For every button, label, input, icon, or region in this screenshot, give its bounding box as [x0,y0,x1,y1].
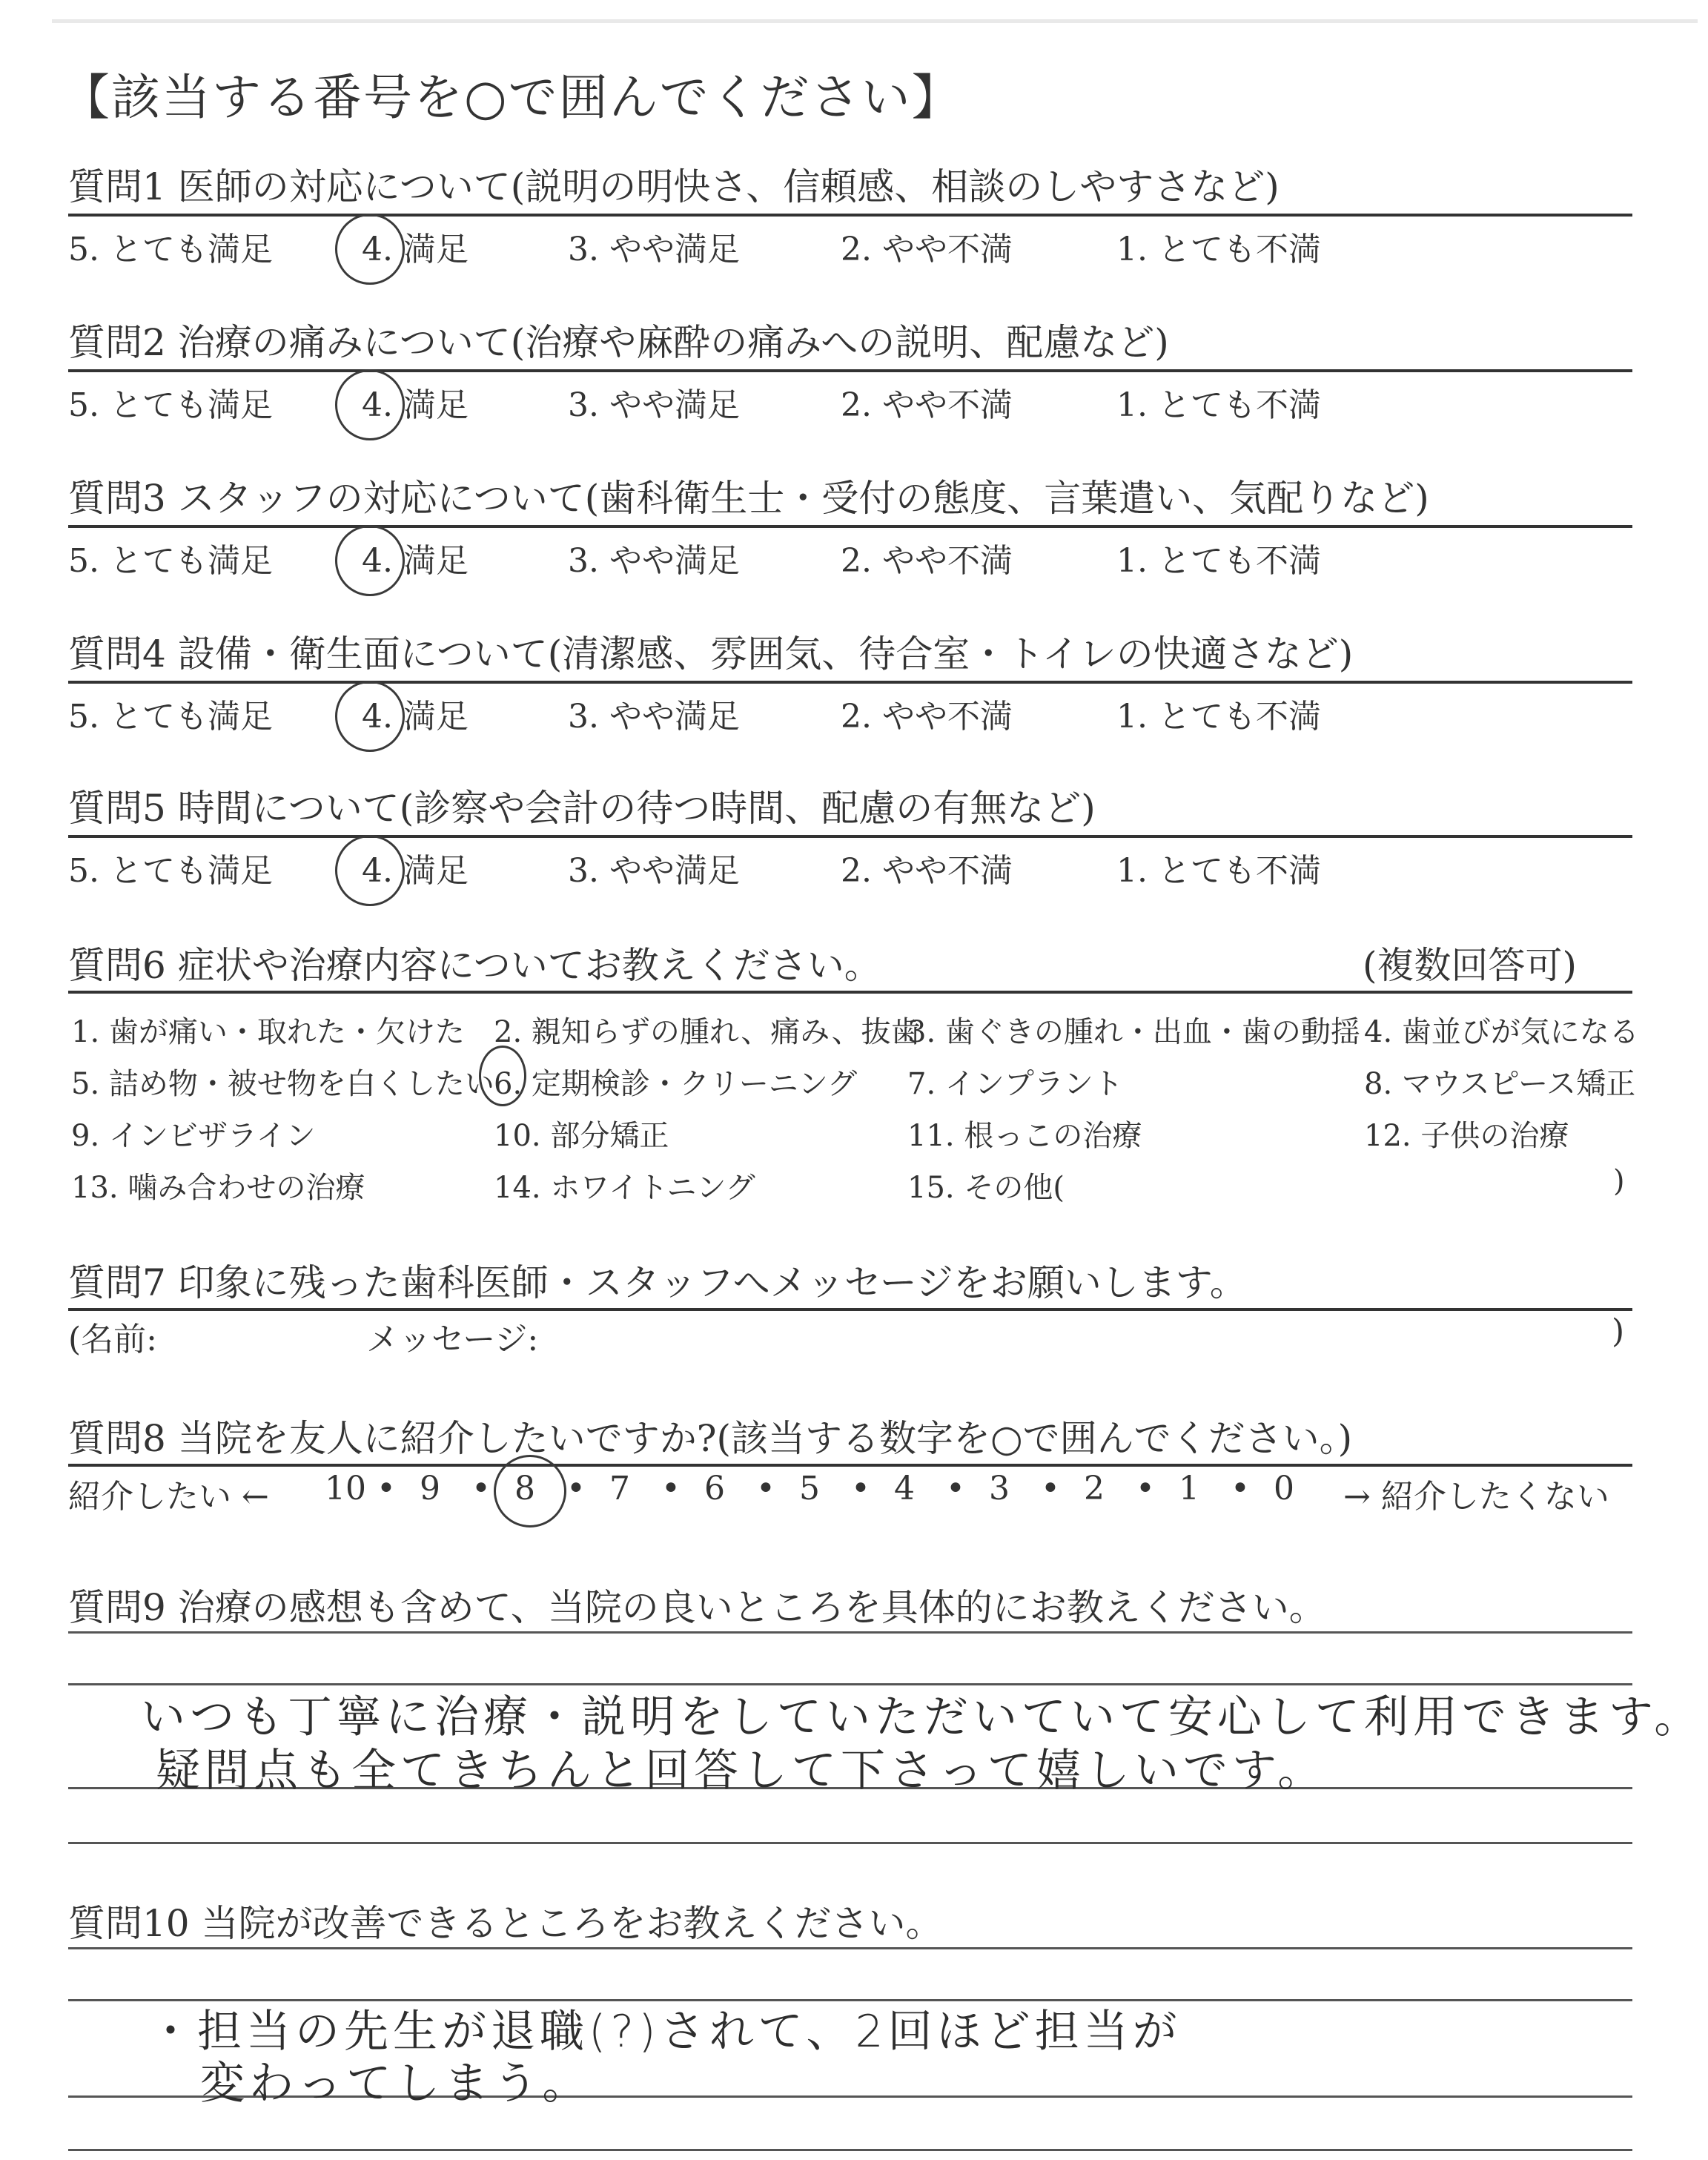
q8-scale-dot: • [377,1470,396,1507]
q3-option-1[interactable]: 1. とても不満 [1116,542,1321,580]
q6-option-11[interactable]: 11. 根っこの治療 [907,1119,1142,1153]
q8-scale-1[interactable]: 1 [1179,1470,1199,1507]
q2-option-3[interactable]: 3. やや満足 [568,386,740,424]
q9-label: 質問9 治療の感想も含めて、当院の良いところを具体的にお教えください。 [68,1586,1326,1629]
selected-circle-q4 [335,681,405,752]
q3-option-4[interactable]: 4. 満足 [362,542,469,580]
q6-option-10[interactable]: 10. 部分矯正 [494,1119,669,1153]
q8-scale-10[interactable]: 10 [325,1470,366,1507]
q8-rule [68,1464,1632,1467]
q7-close-paren: ) [1612,1312,1625,1350]
q8-scale-dot: • [1041,1470,1060,1507]
q9-answer-line-2: 疑問点も全てきちんと回答して下さって嬉しいです。 [156,1745,1327,1797]
q2-option-1[interactable]: 1. とても不満 [1116,386,1321,424]
q8-scale-dot: • [946,1470,965,1507]
q8-scale-dot: • [471,1470,491,1507]
q5-rule [68,835,1632,838]
q6-option-9[interactable]: 9. インビザライン [71,1119,316,1153]
q4-option-5[interactable]: 5. とても満足 [68,698,273,736]
q6-option-5[interactable]: 5. 詰め物・被せ物を白くしたい [71,1067,494,1101]
q5-option-3[interactable]: 3. やや満足 [568,852,740,890]
q5-option-2[interactable]: 2. やや不満 [841,852,1013,890]
q10-answer-line-2: 変わってしまう。 [200,2058,592,2110]
q8-scale-dot: • [661,1470,681,1507]
q5-option-5[interactable]: 5. とても満足 [68,852,273,890]
top-edge-line [52,19,1698,23]
q5-option-1[interactable]: 1. とても不満 [1116,852,1321,890]
q3-option-2[interactable]: 2. やや不満 [841,542,1013,580]
q3-rule [68,525,1632,528]
q10-line-4 [68,2149,1632,2151]
q9-line-1 [68,1631,1632,1634]
form-heading: 【該当する番号を○で囲んでください】 [61,69,962,126]
q8-scale-6[interactable]: 6 [704,1470,725,1507]
q8-scale-2[interactable]: 2 [1084,1470,1105,1507]
q9-answer-line-1: いつも丁寧に治療・説明をしていただいていて安心して利用できます。 [141,1691,1704,1743]
q9-line-4 [68,1842,1632,1844]
q6-option-12[interactable]: 12. 子供の治療 [1364,1119,1569,1153]
q8-scale-dot: • [756,1470,775,1507]
q8-scale-dot: • [566,1470,586,1507]
q4-rule [68,681,1632,684]
q1-option-4[interactable]: 4. 満足 [362,231,469,268]
q2-label: 質問2 治療の痛みについて(治療や麻酔の痛みへの説明、配慮など) [68,321,1169,364]
selected-circle-q1 [335,214,405,285]
q6-option-3[interactable]: 3. 歯ぐきの腫れ・出血・歯の動揺 [907,1015,1360,1049]
q10-answer-line-1: ・担当の先生が退職(?)されて、2回ほど担当が [148,2006,1182,2058]
q6-option-14[interactable]: 14. ホワイトニング [494,1171,755,1205]
selected-circle-q3 [335,525,405,596]
q8-right-label: → 紹介したくない [1343,1478,1609,1516]
q4-label: 質問4 設備・衛生面について(清潔感、雰囲気、待合室・トイレの快適さなど) [68,633,1354,676]
q4-option-4[interactable]: 4. 満足 [362,698,469,736]
q7-name-label: (名前: [68,1321,157,1358]
selected-circle-q5 [335,835,405,906]
q8-scale-0[interactable]: 0 [1274,1470,1294,1507]
q6-label: 質問6 症状や治療内容についてお教えください。 [68,944,881,987]
selected-circle-q6 [479,1046,526,1106]
q4-option-3[interactable]: 3. やや満足 [568,698,740,736]
q8-scale-7[interactable]: 7 [609,1470,630,1507]
q10-line-1 [68,1947,1632,1949]
q4-option-2[interactable]: 2. やや不満 [841,698,1013,736]
q6-option-4[interactable]: 4. 歯並びが気になる [1364,1015,1639,1049]
q6-option-7[interactable]: 7. インプラント [907,1067,1123,1101]
q3-option-5[interactable]: 5. とても満足 [68,542,273,580]
q8-label: 質問8 当院を友人に紹介したいですか?(該当する数字を○で囲んでください。) [68,1417,1353,1460]
q8-scale-dot: • [851,1470,870,1507]
q2-rule [68,369,1632,372]
q8-scale-dot: • [1231,1470,1250,1507]
q1-label: 質問1 医師の対応について(説明の明快さ、信頼感、相談のしやすさなど) [68,165,1280,208]
q1-option-3[interactable]: 3. やや満足 [568,231,740,268]
q3-label: 質問3 スタッフの対応について(歯科衛生士・受付の態度、言葉遣い、気配りなど) [68,477,1429,520]
q1-option-2[interactable]: 2. やや不満 [841,231,1013,268]
q8-scale-4[interactable]: 4 [894,1470,915,1507]
q5-option-4[interactable]: 4. 満足 [362,852,469,890]
q1-rule [68,214,1632,217]
selected-circle-q8 [494,1455,566,1527]
q6-other-close-paren: ) [1613,1164,1625,1198]
q7-rule [68,1308,1632,1311]
q2-option-4[interactable]: 4. 満足 [362,386,469,424]
q6-rule [68,991,1632,994]
q6-option-1[interactable]: 1. 歯が痛い・取れた・欠けた [71,1015,465,1049]
q6-note: (複数回答可) [1363,944,1578,987]
q6-option-8[interactable]: 8. マウスピース矯正 [1364,1067,1636,1101]
q8-scale-5[interactable]: 5 [799,1470,820,1507]
q8-scale-8[interactable]: 8 [514,1470,535,1507]
q8-scale-9[interactable]: 9 [420,1470,440,1507]
q6-option-6[interactable]: 6. 定期検診・クリーニング [494,1067,858,1101]
q4-option-1[interactable]: 1. とても不満 [1116,698,1321,736]
q10-label: 質問10 当院が改善できるところをお教えください。 [68,1902,943,1945]
q6-option-2[interactable]: 2. 親知らずの腫れ、痛み、抜歯 [494,1015,921,1049]
q3-option-3[interactable]: 3. やや満足 [568,542,740,580]
q7-label: 質問7 印象に残った歯科医師・スタッフへメッセージをお願いします。 [68,1261,1247,1304]
q1-option-1[interactable]: 1. とても不満 [1116,231,1321,268]
q8-scale-3[interactable]: 3 [989,1470,1010,1507]
q8-left-label: 紹介したい ← [68,1478,269,1516]
q2-option-2[interactable]: 2. やや不満 [841,386,1013,424]
q6-option-15[interactable]: 15. その他( [907,1171,1065,1205]
q1-option-5[interactable]: 5. とても満足 [68,231,273,268]
q8-scale-dot: • [1136,1470,1155,1507]
q5-label: 質問5 時間について(診察や会計の待つ時間、配慮の有無など) [68,787,1096,830]
q6-option-13[interactable]: 13. 噛み合わせの治療 [71,1171,365,1205]
q7-message-label: メッセージ: [366,1321,539,1358]
selected-circle-q2 [335,369,405,440]
q2-option-5[interactable]: 5. とても満足 [68,386,273,424]
